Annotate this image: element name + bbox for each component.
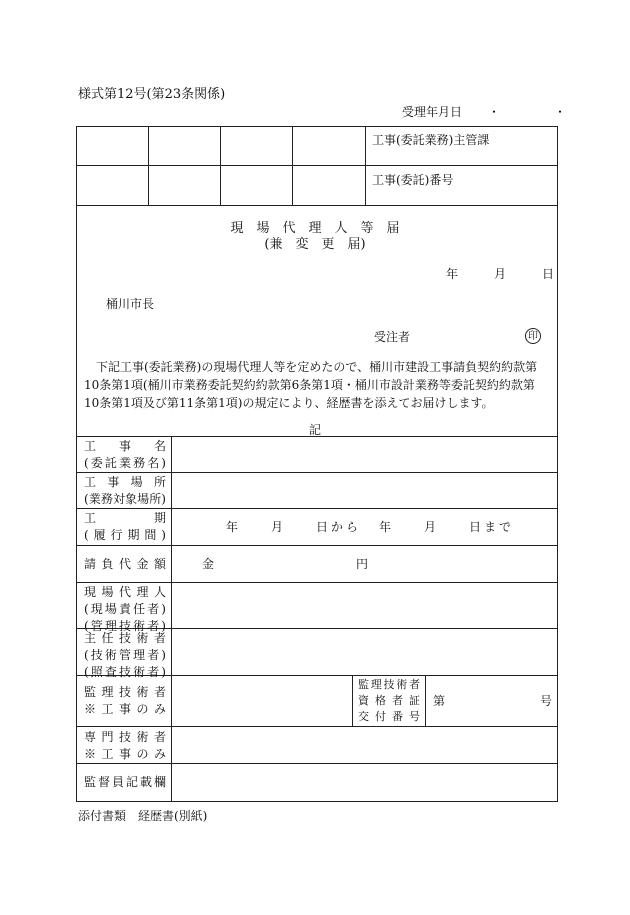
period-from[interactable]: 年 月 日から <box>226 520 362 534</box>
inspector-note-field[interactable] <box>173 765 556 801</box>
received-date-label: 受理年月日 <box>402 105 463 119</box>
supervising-engineer-label: 監理技術者 ※工事のみ <box>84 685 166 716</box>
cert-number-field[interactable] <box>448 685 538 715</box>
ki-heading: 記 <box>308 423 321 437</box>
stamp-cell-4[interactable] <box>293 127 364 164</box>
contract-amount-field[interactable] <box>218 550 352 576</box>
work-name-field[interactable] <box>173 438 556 471</box>
amount-unit: 円 <box>356 557 369 571</box>
stamp-cell-1[interactable] <box>77 127 147 164</box>
work-number-label: 工事(委託)番号 <box>372 173 454 187</box>
site-agent-field[interactable] <box>173 584 556 627</box>
contractor-label: 受注者 <box>374 330 411 344</box>
work-place-field[interactable] <box>173 474 556 507</box>
form-number: 様式第12号(第23条関係) <box>78 87 226 102</box>
submission-date: 年 月 日 <box>446 267 559 281</box>
managing-department-label: 工事(委託業務)主管課 <box>372 133 490 147</box>
work-name-label: 工 事 名 (委託業務名) <box>84 439 166 470</box>
site-agent-label: 現場代理人 (現場責任者) (管理技術者) <box>84 585 166 633</box>
amount-prefix: 金 <box>202 557 215 571</box>
cert-number-prefix: 第 <box>433 694 446 708</box>
certificate-label: 監理技術者 資格者証 交付番号 <box>358 678 420 723</box>
cert-number-suffix: 号 <box>540 694 553 708</box>
specialist-engineer-label: 専門技術者 ※工事のみ <box>84 730 166 761</box>
stamp-cell-2[interactable] <box>149 127 219 164</box>
seal-icon: 印 <box>525 328 541 344</box>
period-to[interactable]: 年 月 日まで <box>379 520 515 534</box>
body-text: 下記工事(委託業務)の現場代理人等を定めたので、桶川市建設工事請負契約約款第10条第1項(桶川市業務委託契約約款第6条第1項・桶川市設計業務等委託契約約款第10条第1項及び第11条第1項)の規定により、経歴書を添えてお届けします。 <box>84 360 538 410</box>
addressee: 桶川市長 <box>106 297 155 311</box>
chief-engineer-field[interactable] <box>173 630 556 674</box>
form-subtitle: (兼 変 更 届) <box>264 237 366 252</box>
supervising-engineer-field[interactable] <box>173 677 351 725</box>
received-date-dots: ・ ・ <box>488 105 577 119</box>
work-place-label: 工事場所 (業務対象場所) <box>84 475 166 506</box>
specialist-engineer-field[interactable] <box>173 728 556 762</box>
form-title: 現 場 代 理 人 等 届 <box>230 221 400 236</box>
stamp-cell-3[interactable] <box>221 127 291 164</box>
contract-amount-label: 請負代金額 <box>84 557 166 571</box>
attachments-note: 添付書類 経歴書(別紙) <box>78 809 208 823</box>
chief-engineer-label: 主任技術者 (技術管理者) (照査技術者) <box>84 631 166 679</box>
period-label: 工 期 (履行期間) <box>84 511 166 542</box>
inspector-note-label: 監督員記載欄 <box>84 775 166 789</box>
